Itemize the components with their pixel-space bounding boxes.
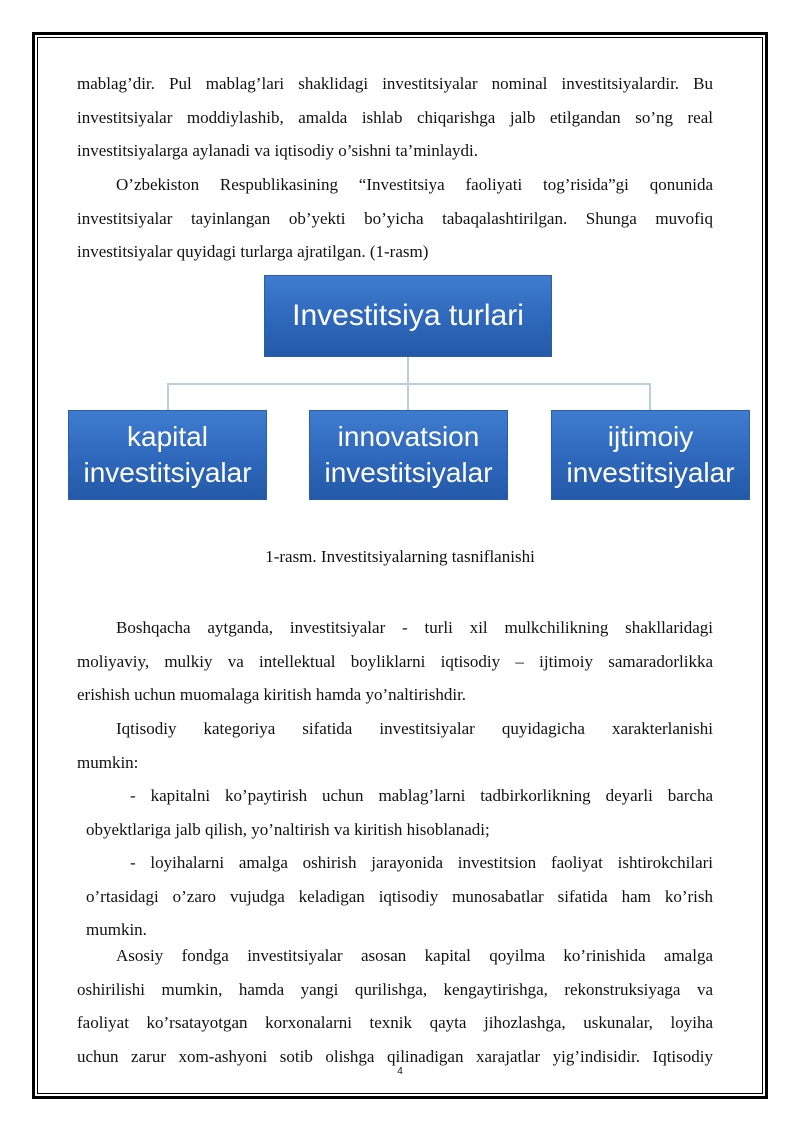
bullet-item-1	[86, 779, 713, 846]
diagram-box-label-line2: investitsiyalar	[566, 457, 735, 488]
page-number: 4	[397, 1066, 403, 1077]
text-line: - loyihalarni amalga oshirish jarayonida investitsion faoliyat ishtirokchilari	[130, 853, 713, 872]
text-line: Asosiy fondga investitsiyalar asosan kapital qoyilma ko’rinishida amalga	[116, 946, 713, 965]
bullet-item-2	[86, 846, 713, 947]
text-line: moliyaviy, mulkiy va intellektual boyliklarni iqtisodiy – ijtimoiy samaradorlikka	[77, 651, 713, 671]
diagram-box-innovatsion	[309, 410, 508, 500]
text-line: Iqtisodiy kategoriya sifatida investitsiyalar quyidagicha xarakterlanishi	[116, 719, 713, 738]
diagram-root-box	[264, 275, 552, 357]
paragraph-4	[77, 712, 713, 779]
paragraph-2	[77, 168, 713, 269]
figure-caption: 1-rasm. Investitsiyalarning tasniflanishi	[265, 547, 535, 566]
diagram-box-label-line1: ijtimoiy	[607, 421, 694, 452]
text-line: O’zbekiston Respublikasining “Investitsiya faoliyati tog’risida”gi qonunida	[116, 175, 713, 194]
text-line: uchun zarur xom-ashyoni sotib olishga qilinadigan xarajatlar yig’indisidir. Iqtisodiy	[77, 1046, 713, 1066]
text-line: Boshqacha aytganda, investitsiyalar - turli xil mulkchilikning shakllaridagi	[116, 618, 713, 637]
text-line: obyektlariga jalb qilish, yo’naltirish va kiritish hisoblanadi;	[86, 819, 490, 839]
diagram-box-label-line1: innovatsion	[337, 421, 480, 452]
diagram-box-kapital	[68, 410, 267, 500]
text-line: oshirilishi mumkin, hamda yangi qurilishga, kengaytirishga, rekonstruksiyaga va	[77, 979, 713, 999]
diagram-root-label: Investitsiya turlari	[292, 299, 524, 332]
diagram-box-label-line2: investitsiyalar	[83, 457, 252, 488]
text-line: - kapitalni ko’paytirish uchun mablag’larni tadbirkorlikning deyarli barcha	[130, 786, 713, 805]
diagram-box-ijtimoiy	[551, 410, 750, 500]
text-line: faoliyat ko’rsatayotgan korxonalarni texnik qayta jihozlashga, uskunalar, loyiha	[77, 1013, 713, 1033]
text-line: investitsiyalar tayinlangan ob’yekti bo’yicha tabaqalashtirilgan. Shunga muvofiq	[77, 208, 713, 228]
diagram-box-label-line2: investitsiyalar	[324, 457, 493, 488]
text-line: mumkin:	[77, 752, 139, 772]
paragraph-5	[77, 939, 713, 1073]
text-line: o’rtasidagi o’zaro vujudga keladigan iqtisodiy munosabatlar sifatida ham ko’rish	[86, 886, 713, 906]
text-line: investitsiyalarga aylanadi va iqtisodiy o’sishni ta’minlaydi.	[77, 141, 479, 161]
text-line: mablag’dir. Pul mablag’lari shaklidagi investitsiyalar nominal investitsiyalardir. Bu	[77, 74, 713, 93]
paragraph-1	[77, 67, 713, 168]
text-line: erishish uchun muomalaga kiritish hamda yo’naltirishdir.	[77, 685, 467, 705]
text-line: investitsiyalar quyidagi turlarga ajratilgan. (1-rasm)	[77, 242, 429, 262]
diagram-box-label-line1: kapital	[127, 421, 208, 452]
text-line: investitsiyalar moddiylashib, amalda ishlab chiqarishga jalb etilgandan so’ng real	[77, 107, 713, 127]
paragraph-3	[77, 611, 713, 712]
text-line: mumkin.	[86, 920, 147, 940]
